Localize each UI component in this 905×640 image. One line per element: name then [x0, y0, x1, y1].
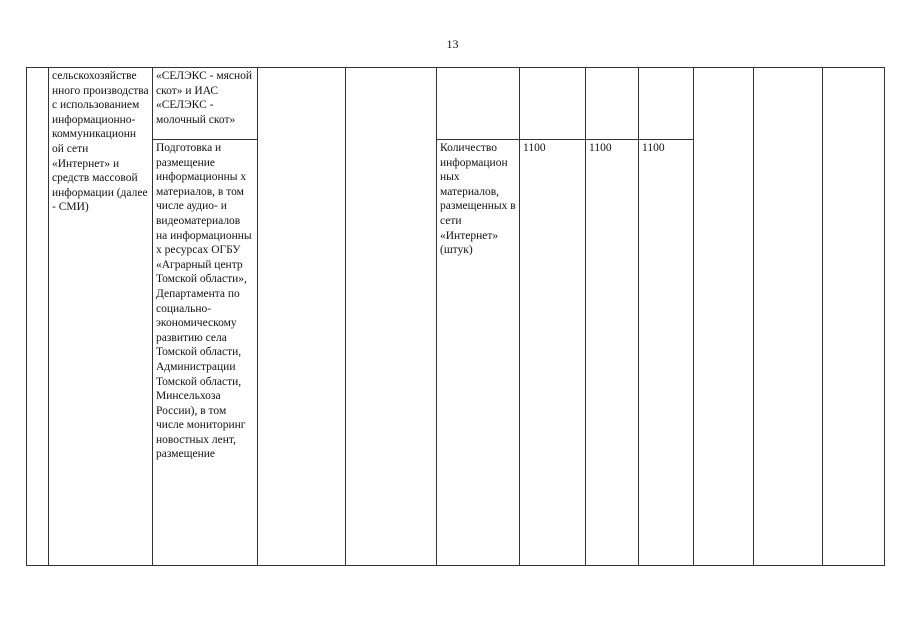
cell-empty-8-top [586, 68, 639, 140]
cell-value-2: 1100 [586, 140, 639, 566]
cell-empty-6-top [437, 68, 520, 140]
cell-task-description: сельскохозяйстве нного производства с использованием информационно-коммуникационн ой сети «Интернет» и средств массовой информации (далее - СМИ) [49, 68, 153, 566]
cell-number [27, 68, 49, 566]
cell-value-3: 1100 [639, 140, 694, 566]
cell-value-1: 1100 [520, 140, 586, 566]
cell-empty-4 [258, 68, 346, 566]
cell-empty-10 [694, 68, 754, 566]
cell-activity-top: «СЕЛЭКС - мясной скот» и ИАС «СЕЛЭКС - молочный скот» [153, 68, 258, 140]
page-number: 13 [446, 37, 459, 51]
cell-empty-11 [754, 68, 823, 566]
cell-indicator: Количество информацион ных материалов, размещенных в сети «Интернет» (штук) [437, 140, 520, 566]
cell-activity-bottom: Подготовка и размещение информационны х материалов, в том числе аудио- и видеоматериалов на информационны х ресурсах ОГБУ «Аграрный центр Томской области», Департамента по социально-экономическому развитию села Томской области, Администрации Томской области, Минсельхоза России), в том числе мониторинг новостных лент, размещение [153, 140, 258, 566]
cell-empty-5 [346, 68, 437, 566]
cell-empty-12 [823, 68, 885, 566]
cell-empty-9-top [639, 68, 694, 140]
plan-table [26, 67, 885, 566]
cell-empty-7-top [520, 68, 586, 140]
